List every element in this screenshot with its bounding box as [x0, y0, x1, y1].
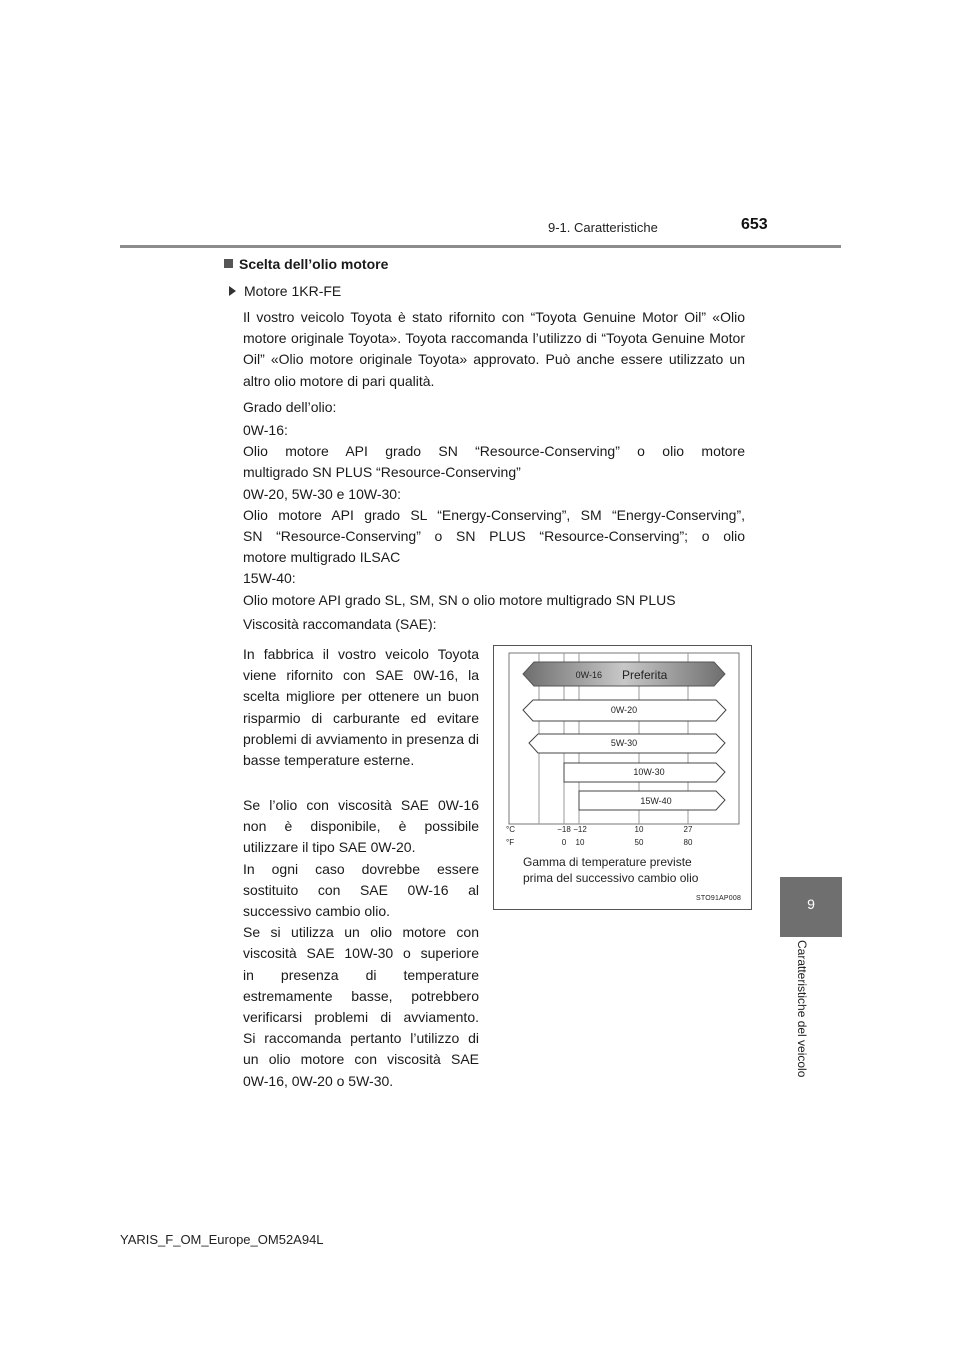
chapter-tab-number: 9: [807, 896, 815, 912]
chapter-side-label: [795, 940, 809, 1100]
subsection-heading-text: Motore 1KR-FE: [244, 283, 342, 299]
note-line: sostituito con SAE 0W-16 al: [243, 881, 479, 898]
square-bullet-icon: [224, 259, 233, 268]
viscosity-note: [243, 795, 479, 1092]
note-line: successivo cambio olio.: [243, 903, 391, 920]
note-line: un olio motore con viscosità SAE: [243, 1051, 479, 1068]
chapter-side-label-text: Caratteristiche del veicolo: [795, 940, 809, 1078]
celsius-tick: −12: [573, 825, 587, 834]
grade-line: 0W-20, 5W-30 e 10W-30:: [243, 485, 401, 502]
grade-line: Olio motore API grado SL, SM, SN o olio motore multigrado SN PLUS: [243, 591, 676, 608]
grade-line: Olio motore API grado SL “Energy-Conserving”, SM “Energy-Conserving”,: [243, 506, 745, 523]
band-0w20-label: 0W-20: [610, 705, 638, 715]
note-line: Si raccomanda pertanto l’utilizzo di: [243, 1030, 479, 1047]
note-line: Se l’olio con viscosità SAE 0W-16: [243, 797, 479, 813]
grade-line: motore multigrado ILSAC: [243, 549, 401, 566]
grade-label: Grado dell’olio:: [243, 399, 337, 415]
note-line: viscosità SAE 10W-30 o superiore: [243, 945, 479, 962]
intro-paragraph: Il vostro veicolo Toyota è stato rifornito con “Toyota Genuine Motor Oil” «Olio motore originale Toyota». Toyota raccomanda l’utilizzo di “Toyota Genuine Motor Oil” «Olio motore originale Toyota» approvato. Può anche essere utilizzato un altro olio motore di pari qualità.: [243, 309, 745, 389]
subsection-heading: [229, 283, 341, 299]
band-10w30-label: 10W-30: [633, 767, 665, 777]
celsius-unit: °C: [506, 825, 515, 834]
band-0w16-label: 0W-16: [575, 670, 602, 680]
header-section-title: 9-1. Caratteristiche: [548, 220, 658, 235]
grade-line: 15W-40:: [243, 570, 296, 587]
fahrenheit-tick: 80: [683, 838, 693, 847]
fahrenheit-tick: 0: [561, 838, 567, 847]
celsius-tick: 10: [634, 825, 644, 834]
viscosity-paragraph: In fabbrica il vostro veicolo Toyota viene rifornito con SAE 0W-16, la scelta migliore per ottenere un buon risparmio di carburante ed evitare problemi di avviamento in presenza di basse temperature esterne.: [243, 646, 479, 769]
note-line: Se si utilizza un olio motore con: [243, 924, 479, 941]
figure-caption-line: prima del successivo cambio olio: [523, 871, 699, 885]
band-15w40-label: 15W-40: [640, 796, 672, 806]
note-line: In ogni caso dovrebbe essere: [243, 860, 479, 877]
celsius-tick: −18: [557, 825, 571, 834]
grade-line: Olio motore API grado SN “Resource-Conserving” o olio motore: [243, 443, 745, 460]
note-line: non è disponibile, è possibile: [243, 818, 479, 835]
grade-line: SN “Resource-Conserving” o SN PLUS “Resource-Conserving”; o olio: [243, 528, 745, 545]
fahrenheit-tick: 10: [575, 838, 585, 847]
figure-caption: [523, 854, 698, 886]
triangle-bullet-icon: [229, 286, 236, 296]
note-line: 0W-16, 0W-20 o 5W-30.: [243, 1072, 394, 1089]
note-line: in presenza di temperature: [243, 966, 479, 983]
page-number: 653: [741, 216, 768, 233]
footer-document-id: YARIS_F_OM_Europe_OM52A94L: [120, 1232, 324, 1247]
viscosity-label: Viscosità raccomandata (SAE):: [243, 616, 437, 632]
figure-caption-line: Gamma di temperature previste: [523, 855, 692, 869]
figure-code: STO91AP008: [696, 895, 742, 902]
note-line: utilizzare il tipo SAE 0W-20.: [243, 839, 416, 856]
note-line: verificarsi problemi di avviamento.: [243, 1009, 479, 1026]
note-line: estremamente basse, potrebbero: [243, 987, 479, 1004]
fahrenheit-tick: 50: [634, 838, 644, 847]
section-heading: [224, 256, 388, 272]
fahrenheit-unit: °F: [506, 838, 515, 847]
band-0w16-preferred-label: Preferita: [622, 668, 668, 682]
band-5w30-label: 5W-30: [610, 738, 638, 748]
celsius-tick: 27: [683, 825, 693, 834]
grade-line: multigrado SN PLUS “Resource-Conserving”: [243, 464, 521, 481]
section-heading-text: Scelta dell’olio motore: [239, 256, 389, 272]
grade-line: 0W-16:: [243, 422, 288, 438]
header-divider: [120, 245, 841, 248]
grade-list: [243, 420, 745, 611]
